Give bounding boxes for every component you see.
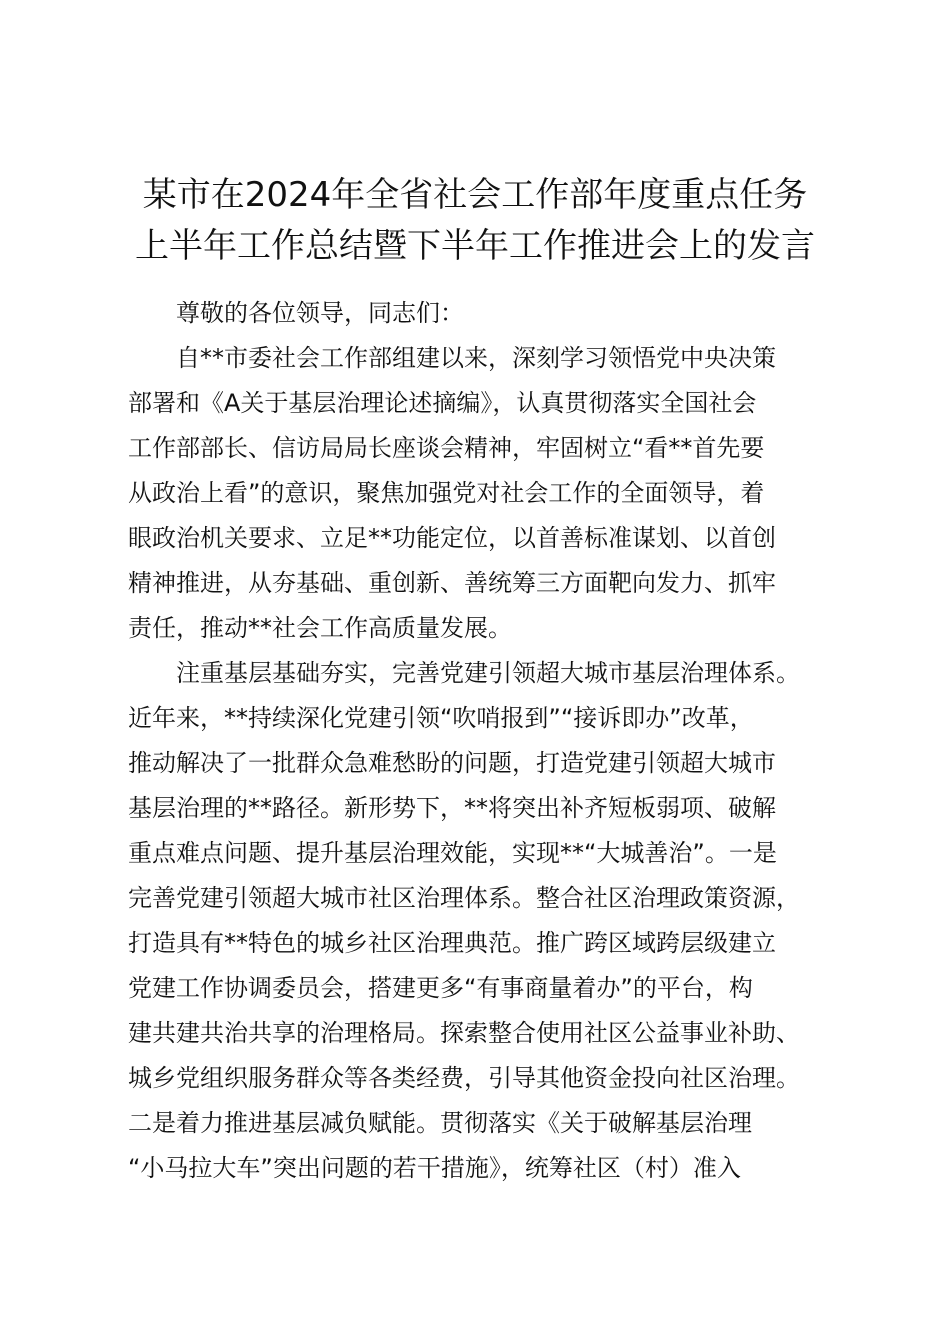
paragraph-2-line-8: 党建工作协调委员会，搭建更多“有事商量着办”的平台，构: [128, 974, 753, 1002]
paragraph-2-line-4: 基层治理的**路径。新形势下，**将突出补齐短板弱项、破解: [128, 794, 776, 822]
paragraph-1-line-2: 部署和《A关于基层治理论述摘编》，认真贯彻落实全国社会: [128, 389, 757, 417]
paragraph-2-line-3: 推动解决了一批群众急难愁盼的问题，打造党建引领超大城市: [128, 749, 776, 777]
paragraph-2-line-6: 完善党建引领超大城市社区治理体系。整合社区治理政策资源，: [128, 884, 800, 912]
paragraph-1-line-4: 从政治上看”的意识，聚焦加强党对社会工作的全面领导，着: [128, 479, 765, 507]
paragraph-1-line-5: 眼政治机关要求、立足**功能定位，以首善标准谋划、以首创: [128, 524, 776, 552]
paragraph-1-line-6: 精神推进，从夯基础、重创新、善统筹三方面靶向发力、抓牢: [128, 569, 776, 597]
paragraph-2-line-2: 近年来，**持续深化党建引领“吹哨报到”“接诉即办”改革，: [128, 704, 754, 732]
salutation: 尊敬的各位领导，同志们：: [176, 299, 464, 327]
title-line-1: 某市在2024年全省社会工作部年度重点任务: [142, 175, 808, 215]
paragraph-1-line-3: 工作部部长、信访局局长座谈会精神，牢固树立“看**首先要: [128, 434, 765, 462]
paragraph-1-line-7: 责任，推动**社会工作高质量发展。: [128, 614, 512, 642]
paragraph-2-line-1: 注重基层基础夯实，完善党建引领超大城市基层治理体系。: [176, 659, 800, 687]
paragraph-2-line-10: 城乡党组织服务群众等各类经费，引导其他资金投向社区治理。: [128, 1064, 800, 1092]
paragraph-2-line-9: 建共建共治共享的治理格局。探索整合使用社区公益事业补助、: [128, 1019, 800, 1047]
paragraph-2-line-11: 二是着力推进基层减负赋能。贯彻落实《关于破解基层治理: [128, 1109, 752, 1137]
paragraph-1-line-1: 自**市委社会工作部组建以来，深刻学习领悟党中央决策: [176, 344, 776, 372]
paragraph-2-line-5: 重点难点问题、提升基层治理效能，实现**“大城善治”。一是: [128, 839, 777, 867]
title-line-2: 上半年工作总结暨下半年工作推进会上的发言: [135, 226, 815, 266]
paragraph-2-line-12: “小马拉大车”突出问题的若干措施》，统筹社区（村）准入: [128, 1154, 741, 1182]
paragraph-2-line-7: 打造具有**特色的城乡社区治理典范。推广跨区域跨层级建立: [128, 929, 776, 957]
